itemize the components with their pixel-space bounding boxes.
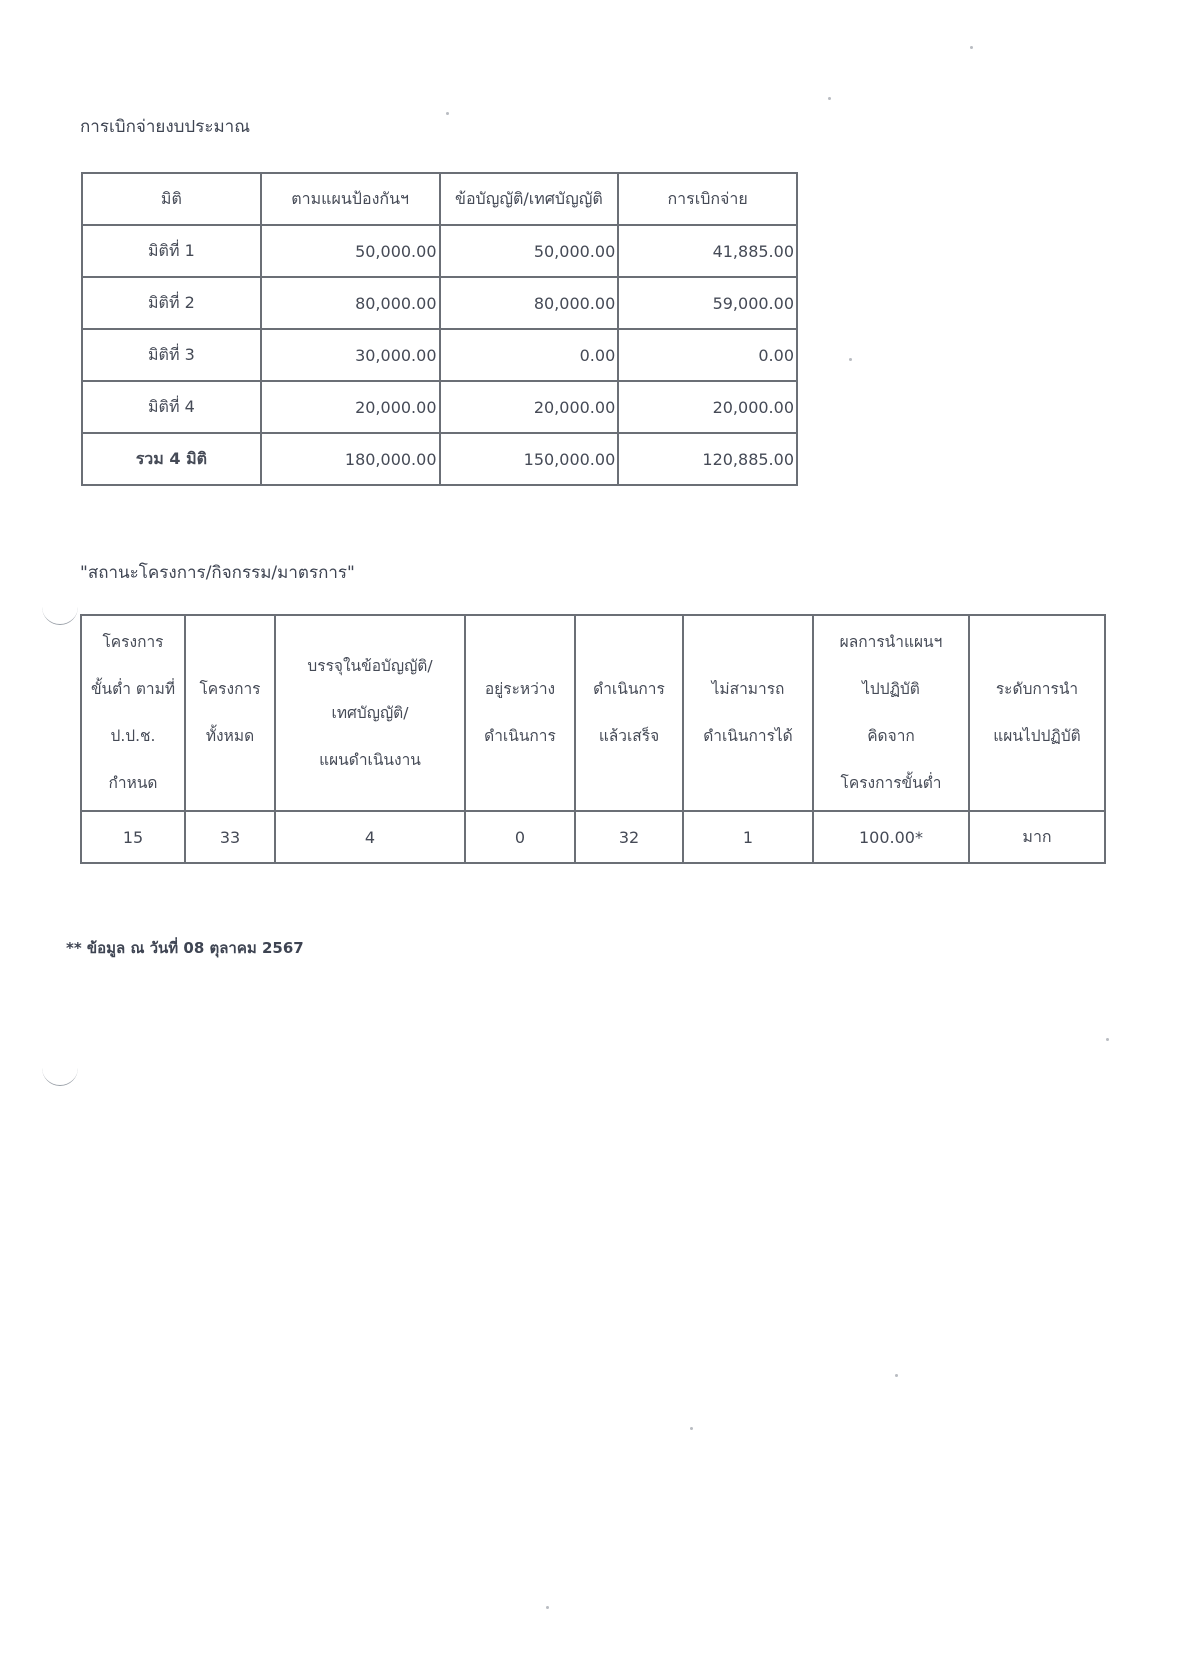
dimension-cell: มิติที่ 2 bbox=[82, 277, 261, 329]
total-label-cell: รวม 4 มิติ bbox=[82, 433, 261, 485]
total-projects-header: โครงการ ทั้งหมด bbox=[185, 615, 275, 811]
scan-speck bbox=[849, 358, 852, 361]
total-plan-cell: 180,000.00 bbox=[261, 433, 440, 485]
budget-total-row bbox=[82, 433, 797, 485]
data-date-footnote: ** ข้อมูล ณ วันที่ 08 ตุลาคม 2567 bbox=[66, 939, 304, 957]
not-implementable-header: ไม่สามารถ ดำเนินการได้ bbox=[683, 615, 813, 811]
ordinance-amount-cell: 20,000.00 bbox=[440, 381, 619, 433]
budget-section-title: การเบิกจ่ายงบประมาณ bbox=[80, 117, 250, 137]
included-in-ordinance-header: บรรจุในข้อบัญญัติ/ เทศบัญญัติ/ แผนดำเนินงาน bbox=[275, 615, 465, 811]
not-implementable-value: 1 bbox=[683, 811, 813, 863]
budget-row bbox=[82, 329, 797, 381]
dimension-cell: มิติที่ 3 bbox=[82, 329, 261, 381]
disbursed-amount-cell: 59,000.00 bbox=[618, 277, 797, 329]
punch-hole-mark bbox=[42, 606, 78, 625]
budget-header-cell: การเบิกจ่าย bbox=[618, 173, 797, 225]
implementation-result-value: 100.00* bbox=[813, 811, 969, 863]
in-progress-value: 0 bbox=[465, 811, 575, 863]
ordinance-amount-cell: 50,000.00 bbox=[440, 225, 619, 277]
min-projects-header: โครงการ ขั้นต่ำ ตามที่ ป.ป.ช. กำหนด bbox=[81, 615, 185, 811]
total-disbursed-cell: 120,885.00 bbox=[618, 433, 797, 485]
implementation-level-header: ระดับการนำ แผนไปปฏิบัติ bbox=[969, 615, 1105, 811]
total-ordinance-cell: 150,000.00 bbox=[440, 433, 619, 485]
plan-amount-cell: 20,000.00 bbox=[261, 381, 440, 433]
punch-hole-mark bbox=[42, 1067, 78, 1086]
status-header-row bbox=[81, 615, 1105, 811]
scan-speck bbox=[546, 1606, 549, 1609]
budget-table bbox=[81, 172, 798, 486]
budget-header-cell: มิติ bbox=[82, 173, 261, 225]
scan-speck bbox=[970, 46, 973, 49]
scan-speck bbox=[828, 97, 831, 100]
in-progress-header: อยู่ระหว่าง ดำเนินการ bbox=[465, 615, 575, 811]
scan-speck bbox=[446, 112, 449, 115]
status-values-row bbox=[81, 811, 1105, 863]
budget-header-cell: ตามแผนป้องกันฯ bbox=[261, 173, 440, 225]
budget-row bbox=[82, 225, 797, 277]
plan-amount-cell: 80,000.00 bbox=[261, 277, 440, 329]
project-status-table bbox=[80, 614, 1106, 864]
scan-speck bbox=[895, 1374, 898, 1377]
budget-header-row bbox=[82, 173, 797, 225]
budget-row bbox=[82, 277, 797, 329]
disbursed-amount-cell: 20,000.00 bbox=[618, 381, 797, 433]
total-projects-value: 33 bbox=[185, 811, 275, 863]
plan-amount-cell: 30,000.00 bbox=[261, 329, 440, 381]
ordinance-amount-cell: 80,000.00 bbox=[440, 277, 619, 329]
scan-speck bbox=[1106, 1038, 1109, 1041]
disbursed-amount-cell: 41,885.00 bbox=[618, 225, 797, 277]
budget-row bbox=[82, 381, 797, 433]
min-projects-value: 15 bbox=[81, 811, 185, 863]
completed-value: 32 bbox=[575, 811, 683, 863]
implementation-level-value: มาก bbox=[969, 811, 1105, 863]
budget-header-cell: ข้อบัญญัติ/เทศบัญญัติ bbox=[440, 173, 619, 225]
included-in-ordinance-value: 4 bbox=[275, 811, 465, 863]
dimension-cell: มิติที่ 4 bbox=[82, 381, 261, 433]
completed-header: ดำเนินการ แล้วเสร็จ bbox=[575, 615, 683, 811]
implementation-result-header: ผลการนำแผนฯ ไปปฏิบัติ คิดจาก โครงการขั้นต่ำ bbox=[813, 615, 969, 811]
scan-speck bbox=[690, 1427, 693, 1430]
ordinance-amount-cell: 0.00 bbox=[440, 329, 619, 381]
disbursed-amount-cell: 0.00 bbox=[618, 329, 797, 381]
plan-amount-cell: 50,000.00 bbox=[261, 225, 440, 277]
status-section-title: "สถานะโครงการ/กิจกรรม/มาตรการ" bbox=[80, 563, 355, 583]
dimension-cell: มิติที่ 1 bbox=[82, 225, 261, 277]
